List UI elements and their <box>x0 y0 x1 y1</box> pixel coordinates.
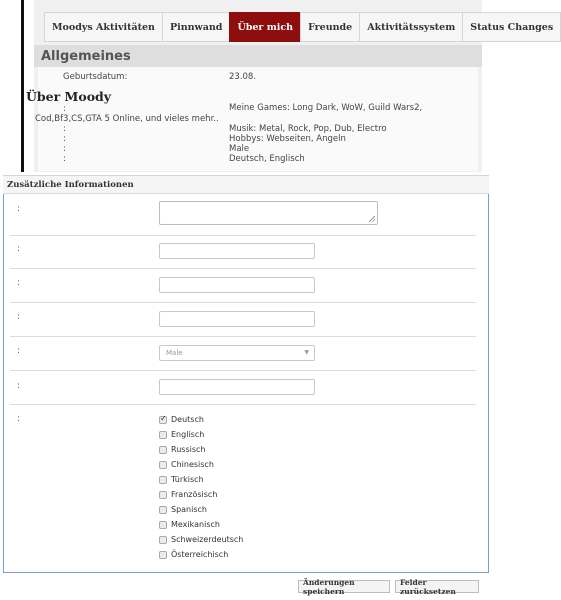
checkbox[interactable] <box>159 461 167 469</box>
gender-select[interactable] <box>159 345 315 361</box>
checkbox[interactable] <box>159 536 167 544</box>
gender-select-value: Male <box>166 349 183 357</box>
section-title: Allgemeines <box>34 45 482 67</box>
checkbox[interactable] <box>159 416 167 424</box>
checkbox-label: Schweizerdeutsch <box>171 535 244 544</box>
row-divider <box>10 302 476 303</box>
about-colon-2: : <box>63 124 66 134</box>
language-checkbox-row[interactable] <box>159 548 228 561</box>
checkbox-label: Englisch <box>171 430 205 439</box>
extra-colon-5: : <box>17 346 20 356</box>
about-music: Musik: Metal, Rock, Pop, Dub, Electro <box>229 124 387 134</box>
save-button[interactable]: Änderungen speichern <box>298 580 390 593</box>
hobbies-input[interactable] <box>159 277 315 293</box>
row-divider <box>10 268 476 269</box>
tab-activities[interactable]: Moodys Aktivitäten <box>44 12 162 42</box>
reset-button[interactable]: Felder zurücksetzen <box>395 580 479 593</box>
row-divider <box>10 336 476 337</box>
language-checkbox-row[interactable] <box>159 458 214 471</box>
row-divider <box>10 235 476 236</box>
tab-friends[interactable]: Freunde <box>300 12 359 42</box>
extra-colon-7: : <box>17 414 20 424</box>
checkbox-label: Spanisch <box>171 505 207 514</box>
about-colon-5: : <box>63 154 66 164</box>
music-input[interactable] <box>159 243 315 259</box>
checkbox[interactable] <box>159 431 167 439</box>
checkbox-label: Französisch <box>171 490 218 499</box>
tab-activity-system[interactable]: Aktivitätssystem <box>359 12 462 42</box>
about-games: Meine Games: Long Dark, WoW, Guild Wars2, <box>229 103 423 113</box>
extra-colon-1: : <box>17 204 20 214</box>
about-gender: Male <box>229 144 250 154</box>
checkbox[interactable] <box>159 506 167 514</box>
checkbox[interactable] <box>159 446 167 454</box>
tab-wall[interactable]: Pinnwand <box>162 12 229 42</box>
extra-colon-2: : <box>17 244 20 254</box>
about-hobbies: Hobbys: Webseiten, Angeln <box>229 134 346 144</box>
language-checkbox-row[interactable] <box>159 518 220 531</box>
language-checkbox-row[interactable] <box>159 413 204 426</box>
checkbox[interactable] <box>159 551 167 559</box>
extra-colon-4: : <box>17 312 20 322</box>
about-languages: Deutsch, Englisch <box>229 154 305 164</box>
language-checkbox-row[interactable] <box>159 473 204 486</box>
about-title: Über Moody <box>26 89 112 104</box>
profile-tabs <box>44 12 561 42</box>
about-colon-1: : <box>63 104 66 114</box>
extra-colon-3: : <box>17 278 20 288</box>
games-textarea[interactable] <box>159 201 378 225</box>
about-games-cont: Cod,Bf3,CS,GTA 5 Online, und vieles mehr.. <box>35 114 219 124</box>
checkbox-label: Deutsch <box>171 415 204 424</box>
checkbox[interactable] <box>159 476 167 484</box>
checkbox-label: Mexikanisch <box>171 520 220 529</box>
tab-about-me[interactable]: Über mich <box>229 12 300 42</box>
checkbox-label: Österreichisch <box>171 550 229 559</box>
row-divider <box>10 404 476 405</box>
language-checkbox-row[interactable] <box>159 533 243 546</box>
about-colon-4: : <box>63 144 66 154</box>
language-checkbox-row[interactable] <box>159 488 217 501</box>
left-border-bar <box>21 0 24 172</box>
language-checkbox-row[interactable] <box>159 428 204 441</box>
extra-info-title: Zusätzliche Informationen <box>3 175 489 194</box>
checkbox[interactable] <box>159 521 167 529</box>
extra-colon-6: : <box>17 381 20 391</box>
row-divider <box>10 370 476 371</box>
checkbox-label: Türkisch <box>171 475 204 484</box>
birthdate-value: 23.08. <box>229 72 257 82</box>
birthdate-label: Geburtsdatum: <box>63 72 128 82</box>
checkbox[interactable] <box>159 491 167 499</box>
language-checkbox-row[interactable] <box>159 443 205 456</box>
profile-panel <box>34 0 554 172</box>
text-input-4[interactable] <box>159 379 315 395</box>
checkbox-label: Russisch <box>171 445 206 454</box>
checkbox-label: Chinesisch <box>171 460 214 469</box>
text-input-3[interactable] <box>159 311 315 327</box>
resize-grip-icon[interactable] <box>369 216 375 222</box>
tab-status-changes[interactable]: Status Changes <box>462 12 561 42</box>
language-checkbox-row[interactable] <box>159 503 207 516</box>
chevron-down-icon: ▼ <box>304 349 309 356</box>
about-colon-3: : <box>63 134 66 144</box>
